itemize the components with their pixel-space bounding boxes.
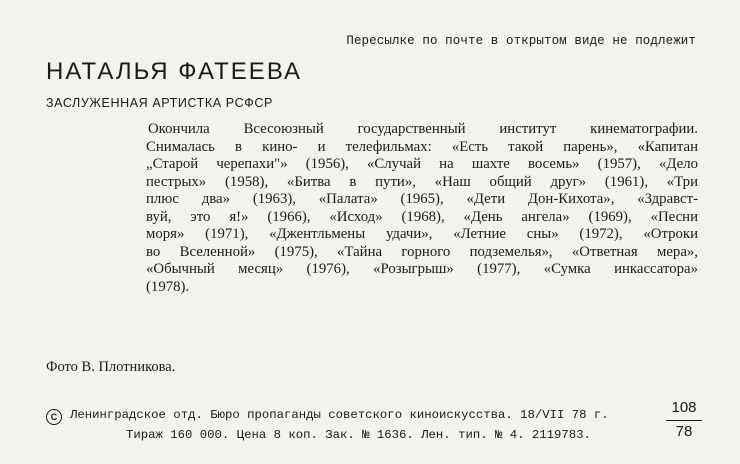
photo-credit: Фото В. Плотникова. <box>46 359 176 375</box>
actress-name: НАТАЛЬЯ ФАТЕЕВА <box>46 58 303 85</box>
print-imprint <box>46 405 666 445</box>
index-top: 108 <box>671 399 697 416</box>
imprint-line-1 <box>46 405 666 425</box>
bio-line: моря» (1971), «Джентльмены удачи», «Летние сны» (1972), «Отроки <box>146 226 698 242</box>
imprint-text-1: Ленинградское отд. Бюро пропаганды советского киноискусства. 18/VII 78 г. <box>70 408 609 422</box>
bio-line: Окончила Всесоюзный государственный институт кинематографии. <box>148 121 698 137</box>
bio-line: вуй, это я!» (1966), «Исход» (1968), «День ангела» (1969), «Песни <box>146 208 698 225</box>
copyright-icon: C <box>46 409 62 425</box>
honorific-title: ЗАСЛУЖЕННАЯ АРТИСТКА РСФСР <box>46 96 273 110</box>
catalog-index <box>666 398 702 442</box>
index-bottom: 78 <box>675 423 693 440</box>
bio-line: „Старой черепахи"» (1956), «Случай на шахте восемь» (1957), «Дело <box>146 156 698 172</box>
index-divider <box>666 420 702 421</box>
imprint-line-2: Тираж 160 000. Цена 8 коп. Зак. № 1636. Лен. тип. № 4. 2119783. <box>126 428 591 442</box>
bio-line: Снималась в кино- и телефильмах: «Есть такой парень», «Капитан <box>146 138 698 155</box>
biography <box>146 121 698 296</box>
bio-line: плюс два» (1963), «Палата» (1965), «Дети Дон-Кихота», «Здравст- <box>146 191 698 207</box>
bio-line: во Вселенной» (1975), «Тайна горного подземелья», «Ответная мера», <box>146 243 698 260</box>
bio-line: «Обычный месяц» (1976), «Розыгрыш» (1977), «Сумка инкассатора» <box>146 261 698 277</box>
bio-line: (1978). <box>146 278 190 295</box>
postal-note: Пересылке по почте в открытом виде не подлежит <box>346 34 696 48</box>
bio-line: пестрых» (1958), «Битва в пути», «Наш общий друг» (1961), «Три <box>146 173 698 190</box>
